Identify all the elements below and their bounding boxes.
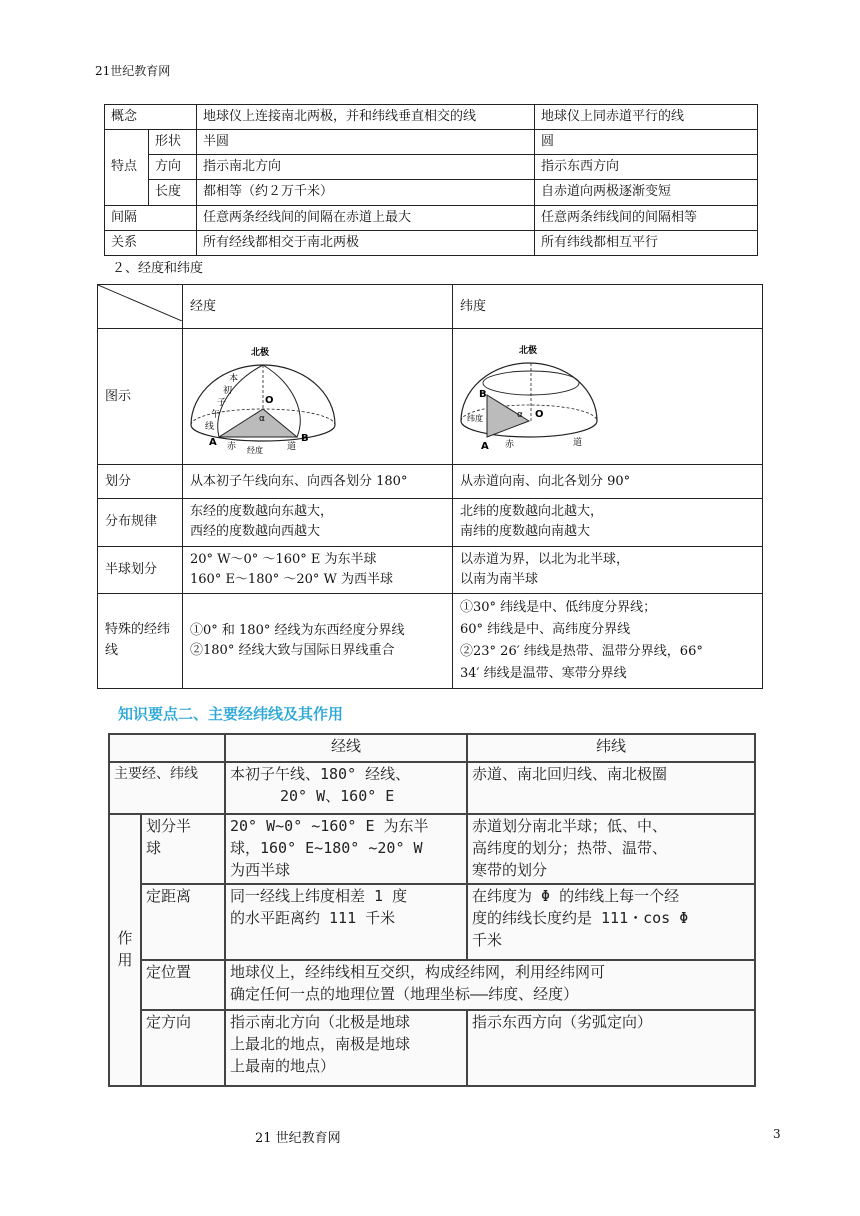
cell-line: ①0° 和 180° 经线为东西经度分界线 — [190, 622, 405, 638]
cell-jing: 地球仪上连接南北两极，并和纬线垂直相交的线 — [197, 105, 535, 130]
cell-jing — [225, 884, 467, 960]
corner-cell — [109, 734, 225, 762]
cell-line: 作 — [117, 929, 133, 948]
cell-jing: 半圆 — [197, 130, 535, 155]
cell-jing — [225, 814, 467, 884]
table-row — [105, 205, 758, 230]
table-row — [105, 230, 758, 255]
row-label — [141, 960, 225, 1010]
cell-line: ①30° 纬线是中、低纬度分界线； — [460, 599, 657, 615]
cell-jing — [225, 762, 467, 814]
row-label: 分布规律 — [98, 499, 183, 546]
meridian-char: 初 — [223, 386, 233, 397]
cell-line: 160° E～180° ～20° W 为西半球 — [190, 571, 394, 587]
cell-jing — [183, 546, 453, 593]
longitude-figure-cell — [183, 329, 453, 465]
row-label — [141, 814, 225, 884]
cell-line: 定方向 — [146, 1013, 192, 1031]
latitude-figure-cell — [453, 329, 763, 465]
cell-wei — [453, 465, 763, 499]
section-title: 知识要点二、主要经纬线及其作用 — [118, 705, 344, 723]
row-label: 方向 — [149, 155, 197, 180]
meridian-parallel-table — [104, 104, 758, 256]
cell-line: 东经的度数越向东越大， — [190, 504, 334, 520]
longitude-diagram — [183, 333, 343, 457]
cell-line: 以南为南半球 — [460, 571, 539, 587]
cell-line: 定位置 — [146, 963, 192, 981]
header-jing: 经线 — [225, 734, 467, 762]
cell-line: 划分半 — [146, 817, 192, 835]
equator-char: 道 — [287, 442, 297, 453]
row-label: 图示 — [98, 329, 183, 465]
row-label: 长度 — [149, 180, 197, 205]
cell-line: 指示东西方向（劣弧定向） — [472, 1013, 653, 1031]
cell-line: 20° W～0° ～160° E 为东半球 — [190, 551, 377, 567]
table-row — [98, 465, 763, 499]
row-label — [141, 884, 225, 960]
cell-line: 用 — [117, 951, 133, 969]
cell-wei: 自赤道向两极逐渐变短 — [535, 180, 758, 205]
cell-line: 南纬的度数越向南越大 — [460, 524, 591, 540]
table-row — [105, 130, 758, 155]
cell-line: 西经的度数越向西越大 — [190, 524, 321, 540]
north-pole-label: 北极 — [519, 346, 538, 357]
cell-line: 本初子午线、180° 经线、 — [230, 765, 411, 783]
cell-line: ②23° 26′ 纬线是热带、温带分界线，66° — [460, 644, 703, 660]
header-jing: 经度 — [183, 285, 453, 329]
main-lines-table — [108, 733, 756, 1087]
row-label: 间隔 — [105, 205, 197, 230]
table-row — [98, 329, 763, 465]
cell-line: 20° W、160° E — [280, 786, 395, 805]
page-number: 3 — [773, 1127, 781, 1141]
cell-wei: 任意两条纬线间的间隔相等 — [535, 205, 758, 230]
row-label: 关系 — [105, 230, 197, 255]
meridian-char: 本 — [229, 374, 239, 385]
cell-line: 34′ 纬线是温带、寒带分界线 — [460, 666, 627, 682]
cell-wei — [467, 1010, 755, 1086]
row-label: 划分 — [98, 465, 183, 499]
group-label: 特点 — [105, 130, 149, 205]
equator-char: 道 — [573, 438, 583, 449]
angle-label: α — [517, 410, 523, 421]
cell-line: 确定任何一点的地理位置（地理坐标——纬度、经度） — [230, 984, 579, 1003]
cell-line: 高纬度的划分；热带、温带、 — [472, 838, 668, 857]
diagonal-header-cell — [98, 285, 183, 329]
cell-jing — [183, 499, 453, 546]
cell-line: 同一经线上纬度相差 1 度 — [230, 887, 408, 905]
cell-line: 千米 — [472, 930, 503, 949]
cell-wei: 指示东西方向 — [535, 155, 758, 180]
row-label — [141, 1010, 225, 1086]
cell-wei: 所有纬线都相互平行 — [535, 230, 758, 255]
cell-wei — [467, 814, 755, 884]
cell-line: 度的纬线长度约是 111・cos Φ — [472, 908, 689, 927]
cell-jing — [183, 593, 453, 688]
equator-char: 赤 — [227, 442, 237, 453]
cell-line: 赤道划分南北半球；低、中、 — [472, 817, 668, 835]
subheading: ２、经度和纬度 — [112, 261, 204, 276]
cell-line: 从赤道向南、向北各划分 90° — [460, 473, 631, 489]
point-b-label: B — [301, 433, 309, 445]
table-row — [98, 593, 763, 688]
cell-line: 定距离 — [146, 887, 192, 905]
cell-line: 北纬的度数越向北越大， — [460, 504, 604, 520]
cell-span — [225, 960, 755, 1010]
cell-jing: 指示南北方向 — [197, 155, 535, 180]
page-header: 21世纪教育网 — [95, 64, 171, 78]
cell-jing: 所有经线都相交于南北两极 — [197, 230, 535, 255]
header-wei: 纬度 — [453, 285, 763, 329]
meridian-char: 午 — [211, 410, 221, 421]
point-b-label: B — [479, 389, 487, 401]
point-a-label: A — [481, 441, 489, 453]
longitude-latitude-table — [97, 284, 763, 689]
cell-line: 从本初子午线向东、向西各划分 180° — [190, 473, 408, 489]
row-label: 主要经、纬线 — [109, 762, 225, 814]
cell-line: 寒带的划分 — [472, 860, 548, 879]
table-row — [105, 180, 758, 205]
cell-line: 60° 纬线是中、高纬度分界线 — [460, 621, 631, 637]
latitude-label: 纬度 — [467, 414, 483, 424]
cell-line: 球，160° E~180° ~20° W — [230, 838, 423, 857]
cell-wei — [453, 499, 763, 546]
use-label — [109, 814, 141, 1086]
cell-jing: 都相等（约２万千米） — [197, 180, 535, 205]
table-row — [98, 546, 763, 593]
cell-line: ②180° 经线大致与国际日界线重合 — [190, 643, 395, 659]
cell-wei — [467, 884, 755, 960]
row-label: 概念 — [105, 105, 197, 130]
cell-jing — [225, 1010, 467, 1086]
cell-wei: 圆 — [535, 130, 758, 155]
page-footer: 21 世纪教育网 — [255, 1131, 341, 1146]
header-wei: 纬线 — [467, 734, 755, 762]
cell-line: 以赤道为界，以北为北半球， — [460, 551, 630, 567]
cell-wei — [453, 546, 763, 593]
center-label: O — [535, 409, 544, 421]
row-label: 形状 — [149, 130, 197, 155]
table-row — [109, 960, 755, 1010]
table-row — [98, 285, 763, 329]
cell-line: 上最北的地点，南极是地球 — [230, 1034, 411, 1053]
cell-line: 的水平距离约 111 千米 — [230, 908, 396, 927]
cell-line: 球 — [146, 838, 162, 857]
cell-wei: 赤道、南北回归线、南北极圈 — [467, 762, 755, 814]
meridian-char: 线 — [205, 422, 215, 433]
table-row — [105, 105, 758, 130]
table-row — [109, 734, 755, 762]
equator-char: 赤 — [505, 440, 515, 451]
row-label: 半球划分 — [98, 546, 183, 593]
row-label: 特殊的经纬线 — [98, 593, 183, 688]
cell-line: 上最南的地点） — [230, 1056, 336, 1075]
meridian-char: 子 — [217, 398, 227, 409]
diagonal-line — [98, 285, 182, 321]
cell-wei: 地球仪上同赤道平行的线 — [535, 105, 758, 130]
table-row — [109, 884, 755, 960]
cell-line: 20° W~0° ~160° E 为东半 — [230, 817, 429, 835]
longitude-label: 经度 — [247, 446, 263, 456]
table-row — [98, 499, 763, 546]
table-row — [109, 814, 755, 884]
center-label: O — [265, 395, 274, 407]
point-a-label: A — [209, 437, 217, 449]
cell-jing: 任意两条经线间的间隔在赤道上最大 — [197, 205, 535, 230]
cell-line: 地球仪上，经纬线相互交织，构成经纬网，利用经纬网可 — [230, 963, 606, 981]
angle-label: α — [259, 414, 265, 425]
table-row — [109, 762, 755, 814]
north-pole-label: 北极 — [251, 348, 270, 359]
cell-line: 为西半球 — [230, 860, 291, 879]
table-row — [109, 1010, 755, 1086]
cell-line: 指示南北方向（北极是地球 — [230, 1013, 411, 1031]
table-row — [105, 155, 758, 180]
cell-line: 在纬度为 Φ 的纬线上每一个经 — [472, 887, 680, 905]
cell-wei — [453, 593, 763, 688]
latitude-diagram — [453, 333, 603, 457]
cell-jing — [183, 465, 453, 499]
